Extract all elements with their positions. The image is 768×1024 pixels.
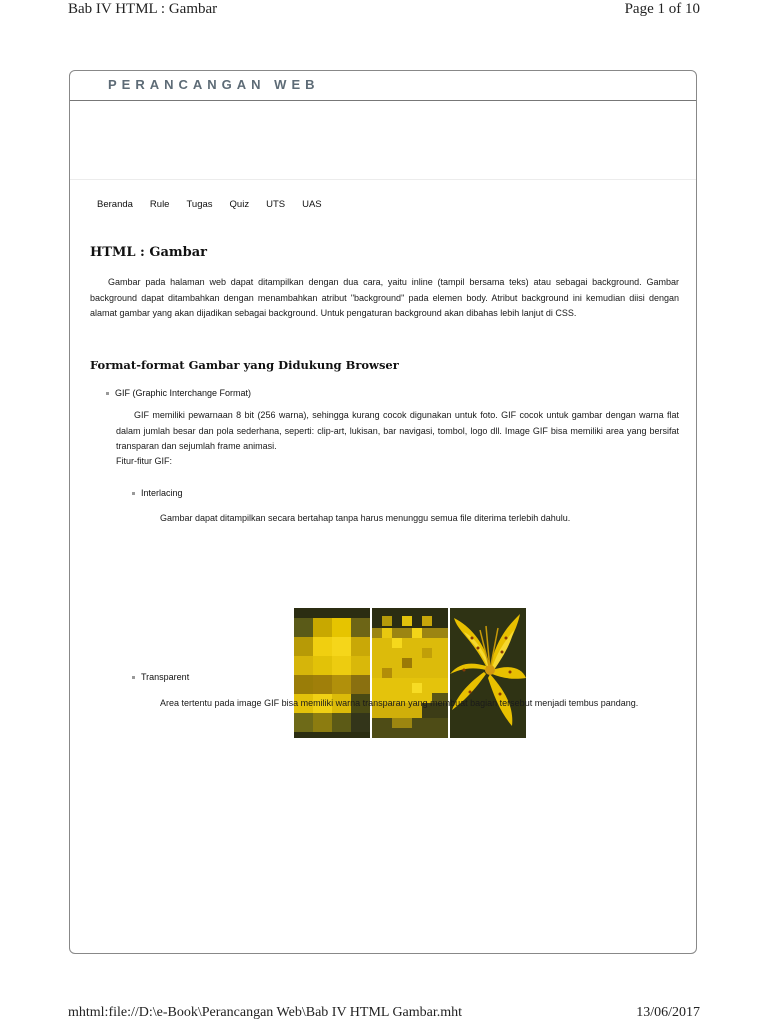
list-item-gif <box>106 386 251 402</box>
print-header-title: Bab IV HTML : Gambar <box>68 1 218 17</box>
gif-paragraph: GIF memiliki pewarnaan 8 bit (256 warna), sehingga kurang cocok digunakan untuk foto. GIF cocok untuk gambar dengan warna flat dalam jumlah besar dan pola sederhana, seperti: clip-art, lukisan, bar navigasi, tombol, logo dll. Image GIF bisa memiliki area yang bersifat transparan dan sejumlah frame animasi. <box>116 410 679 451</box>
section-heading: Format-format Gambar yang Didukung Browser <box>90 358 399 372</box>
interlacing-image <box>294 608 526 738</box>
intro-paragraph: Gambar pada halaman web dapat ditampilkan dengan dua cara, yaitu inline (tampil bersama teks) atau sebagai background. Gambar background dapat ditambahkan dengan menambahkan atribut "background" pada elemen body. Atribut background ini kemudian diisi dengan alamat gambar yang akan dijadikan sebagai background. Untuk pengaturan background akan dibahas lebih lanjut di CSS. <box>90 277 679 318</box>
list-item-transparent <box>132 670 189 686</box>
transparent-paragraph: Area tertentu pada image GIF bisa memiliki warna transparan yang membuat bagian tersebut menjadi tembus pandang. <box>160 698 639 708</box>
nav-item-uts[interactable]: UTS <box>266 199 286 210</box>
nav-item-quiz[interactable]: Quiz <box>229 199 250 210</box>
nav-item-beranda[interactable]: Beranda <box>97 199 133 210</box>
bullet-icon <box>106 392 109 395</box>
transparent-label: Transparent <box>141 672 190 682</box>
banner-divider <box>70 179 696 180</box>
pixelated-flower-medium <box>372 608 448 738</box>
bullet-icon <box>132 676 135 679</box>
print-header <box>0 0 768 24</box>
pixelated-flower-coarse <box>294 608 370 738</box>
nav-item-rule[interactable]: Rule <box>149 199 170 210</box>
interlacing-label: Interlacing <box>141 488 183 498</box>
print-footer-path: mhtml:file://D:\e-Book\Perancangan Web\Bab IV HTML Gambar.mht <box>68 1005 463 1020</box>
main-nav <box>97 199 339 210</box>
print-footer <box>0 1005 768 1024</box>
site-header <box>70 71 696 101</box>
flower-photo-sharp <box>450 608 526 738</box>
page-title: HTML : Gambar <box>90 245 207 260</box>
gif-heading: GIF (Graphic Interchange Format) <box>115 388 252 398</box>
site-title: PERANCANGAN WEB <box>108 77 320 92</box>
nav-item-tugas[interactable]: Tugas <box>186 199 213 210</box>
page-frame <box>69 70 697 954</box>
print-header-page: Page 1 of 10 <box>624 1 700 17</box>
bullet-icon <box>132 492 135 495</box>
print-footer-date: 13/06/2017 <box>636 1005 700 1020</box>
interlacing-paragraph: Gambar dapat ditampilkan secara bertahap tanpa harus menunggu semua file diterima terlebih dahulu. <box>160 513 571 523</box>
nav-item-uas[interactable]: UAS <box>302 199 322 210</box>
fitur-label: Fitur-fitur GIF: <box>116 456 172 466</box>
list-item-interlacing <box>132 486 183 502</box>
